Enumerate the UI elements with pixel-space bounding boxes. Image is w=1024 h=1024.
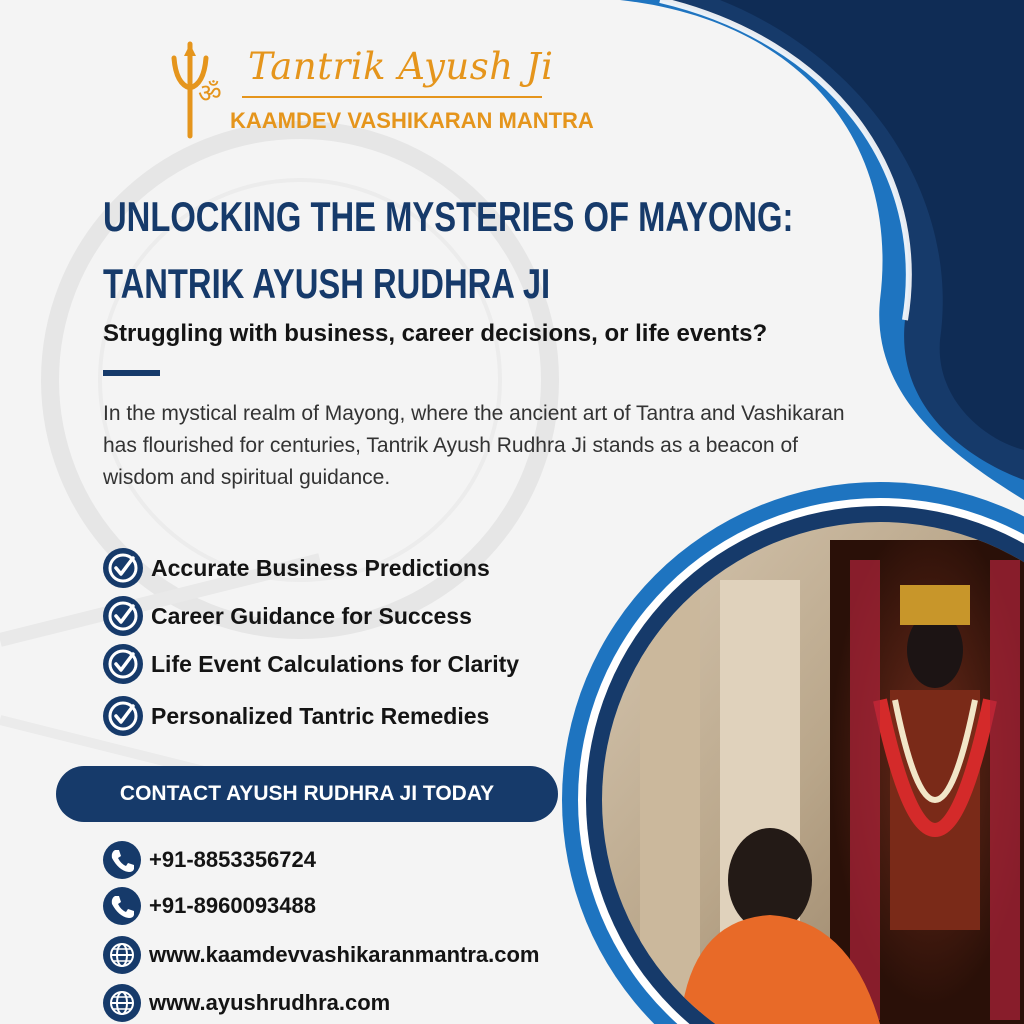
section-divider bbox=[103, 370, 160, 376]
phone-number[interactable]: +91-8960093488 bbox=[149, 893, 316, 918]
website-link[interactable]: www.kaamdevvashikaranmantra.com bbox=[149, 942, 540, 967]
contact-phone-1[interactable] bbox=[103, 841, 583, 881]
feature-item bbox=[103, 696, 563, 740]
globe-icon bbox=[103, 984, 141, 1022]
phone-icon bbox=[103, 841, 141, 879]
svg-text:ॐ: ॐ bbox=[198, 79, 222, 109]
feature-item bbox=[103, 596, 563, 640]
check-circle-icon bbox=[103, 548, 143, 588]
feature-label: Career Guidance for Success bbox=[151, 603, 472, 629]
contact-cta-button[interactable]: CONTACT AYUSH RUDHRA JI TODAY bbox=[56, 766, 558, 822]
phone-number[interactable]: +91-8853356724 bbox=[149, 847, 316, 872]
check-circle-icon bbox=[103, 644, 143, 684]
headline-line-2: TANTRIK AYUSH RUDHRA JI bbox=[103, 260, 551, 307]
phone-icon bbox=[103, 887, 141, 925]
contact-phone-2[interactable] bbox=[103, 887, 583, 927]
headline-line-1: UNLOCKING THE MYSTERIES OF MAYONG: bbox=[103, 193, 794, 240]
feature-label: Life Event Calculations for Clarity bbox=[151, 651, 520, 677]
check-circle-icon bbox=[103, 596, 143, 636]
website-link[interactable]: www.ayushrudhra.com bbox=[149, 990, 391, 1015]
globe-icon bbox=[103, 936, 141, 974]
check-circle-icon bbox=[103, 696, 143, 736]
brand-tagline: KAAMDEV VASHIKARAN MANTRA bbox=[230, 108, 594, 133]
contact-website-2[interactable] bbox=[103, 984, 583, 1024]
subheadline: Struggling with business, career decisions, or life events? bbox=[103, 320, 768, 347]
contact-website-1[interactable] bbox=[103, 936, 583, 976]
logo-divider bbox=[242, 96, 542, 98]
feature-item bbox=[103, 644, 563, 688]
feature-label: Accurate Business Predictions bbox=[151, 555, 490, 581]
intro-paragraph: In the mystical realm of Mayong, where the ancient art of Tantra and Vashikaran has flourished for centuries, Tantrik Ayush Rudhra Ji stands as a beacon of wisdom and spiritual guidance. bbox=[103, 402, 845, 489]
brand-logo bbox=[168, 40, 594, 140]
feature-item bbox=[103, 548, 563, 592]
brand-name: Tantrik Ayush Ji bbox=[248, 45, 554, 88]
feature-label: Personalized Tantric Remedies bbox=[151, 703, 490, 729]
